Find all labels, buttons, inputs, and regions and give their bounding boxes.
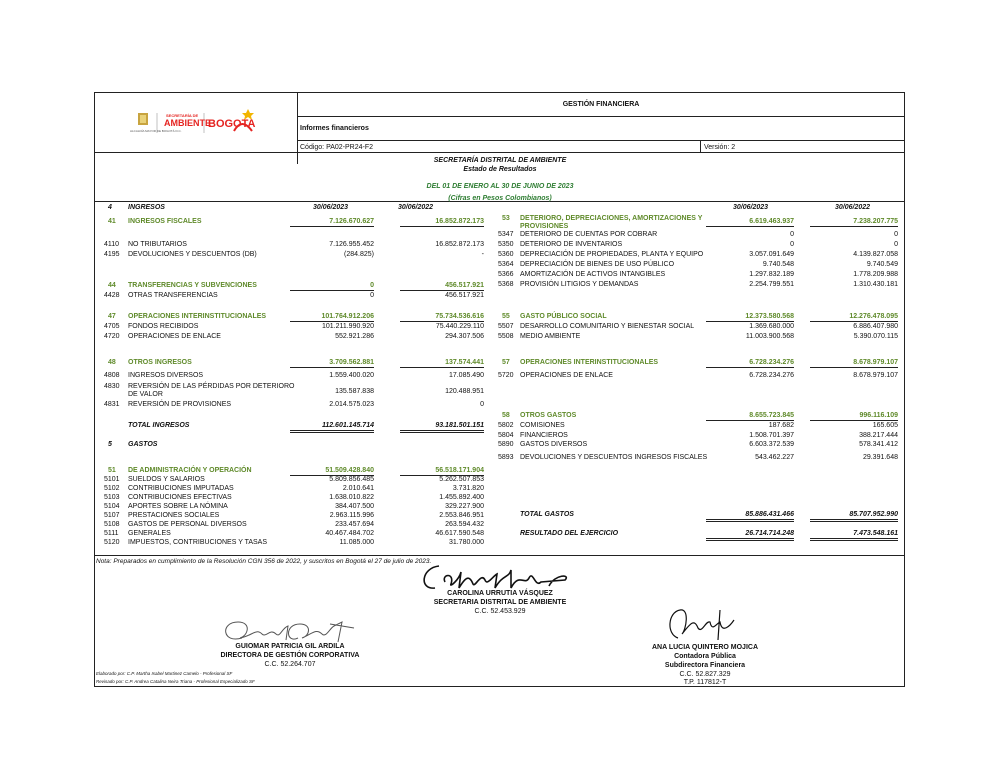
logo-bogota-text: BOGOTA — [208, 118, 256, 130]
signer-3-id: C.C. 52.827.329 — [679, 671, 731, 678]
left-row-value-current: 5.809.856.485 — [329, 476, 374, 483]
left-row-value-previous: 0 — [480, 401, 484, 408]
left-row-value-current: 51.509.428.840 — [290, 466, 374, 476]
left-row-value-previous: 456.517.921 — [445, 292, 484, 299]
signer-2-name: GUIOMAR PATRICIA GIL ARDILA — [235, 643, 345, 650]
right-row-value-current: 543.462.227 — [755, 454, 794, 461]
right-row-value-current: 187.682 — [768, 422, 794, 429]
left-row-value-previous: 46.617.590.548 — [435, 530, 484, 537]
left-row-label: FONDOS RECIBIDOS — [128, 323, 199, 330]
right-row-code: 5507 — [498, 323, 514, 330]
left-row-value-previous: 120.488.951 — [445, 388, 484, 395]
right-row-value-current: 6.603.372.539 — [749, 441, 794, 448]
signer-1-name: CAROLINA URRUTIA VÁSQUEZ — [447, 590, 553, 597]
footer-note: Nota: Preparados en cumplimiento de la Resolución CGN 356 de 2022, y suscritos en Bogotá el 27 de julio de 2023. — [96, 558, 432, 565]
left-row-code: 44 — [108, 282, 116, 289]
signer-1-role: SECRETARIA DISTRITAL DE AMBIENTE — [433, 599, 567, 606]
right-row-label: GASTO PÚBLICO SOCIAL — [520, 313, 607, 320]
left-row-label: INGRESOS FISCALES — [128, 218, 202, 225]
right-row-value-current: 12.373.580.568 — [706, 312, 794, 322]
left-row-value-current: 3.709.562.881 — [290, 358, 374, 368]
right-row-value-previous: 12.276.478.095 — [810, 312, 898, 322]
report-period: DEL 01 DE ENERO AL 30 DE JUNIO DE 2023 — [426, 183, 574, 190]
left-row-label: TOTAL INGRESOS — [128, 422, 190, 429]
right-row-value-previous: 578.341.412 — [859, 441, 898, 448]
right-row-value-current: 1.508.701.397 — [749, 432, 794, 439]
right-row-value-current: 9.740.548 — [762, 261, 794, 268]
right-row-label: OPERACIONES DE ENLACE — [520, 372, 613, 379]
left-row-value-previous: 456.517.921 — [400, 281, 484, 291]
left-row-value-previous: 56.518.171.904 — [400, 466, 484, 476]
right-row-value-previous: 388.217.444 — [859, 432, 898, 439]
left-row-code: 5102 — [104, 485, 120, 492]
left-row-value-current: 384.407.500 — [335, 503, 374, 510]
right-row-value-previous: 8.678.979.107 — [810, 358, 898, 368]
right-row-value-current: 11.003.900.568 — [745, 333, 794, 340]
right-row-value-current: 3.057.091.649 — [749, 251, 794, 258]
right-row-label: DETERIORO DE CUENTAS POR COBRAR — [520, 231, 658, 238]
signer-1-id: C.C. 52.453.929 — [474, 608, 526, 615]
right-row-label: TOTAL GASTOS — [520, 511, 574, 518]
left-row-label: IMPUESTOS, CONTRIBUCIONES Y TASAS — [128, 539, 267, 546]
right-row-label: AMORTIZACIÓN DE ACTIVOS INTANGIBLES — [520, 271, 666, 278]
left-row-value-previous: - — [481, 251, 484, 258]
ingresos-heading: INGRESOS — [128, 204, 165, 211]
right-row-code: 5347 — [498, 231, 514, 238]
left-row-code: 48 — [108, 359, 116, 366]
right-row-value-current: 6.728.234.276 — [749, 372, 794, 379]
signature-quintero — [660, 604, 750, 644]
right-row-code: 53 — [502, 215, 510, 222]
left-row-value-current: 0 — [370, 292, 374, 299]
right-row-value-previous: 0 — [894, 231, 898, 238]
left-row-code: 4110 — [104, 241, 120, 248]
right-row-label: MEDIO AMBIENTE — [520, 333, 581, 340]
left-row-label: OPERACIONES INTERINSTITUCIONALES — [128, 313, 267, 320]
header-rule — [94, 152, 905, 153]
right-col-header-2022: 30/06/2022 — [835, 204, 871, 211]
left-row-label: TRANSFERENCIAS Y SUBVENCIONES — [128, 282, 257, 289]
right-row-value-previous: 165.605 — [872, 422, 898, 429]
right-row-value-current: 6.619.463.937 — [706, 217, 794, 227]
document-subtitle: Informes financieros — [300, 125, 369, 132]
prepared-by: Elaborado por: C.P. Martha Isabel Martinez Camelo - Profesional SF — [96, 671, 233, 676]
document-version: Versión: 2 — [704, 144, 736, 151]
right-row-value-current: 6.728.234.276 — [706, 358, 794, 368]
left-row-code: 4720 — [104, 333, 120, 340]
left-row-code: 5101 — [104, 476, 120, 483]
left-row-code: 5104 — [104, 503, 120, 510]
signer-2-role: DIRECTORA DE GESTIÓN CORPORATIVA — [220, 652, 360, 659]
left-row-label: OTROS INGRESOS — [128, 359, 192, 366]
footer-rule — [94, 555, 905, 556]
right-row-label: OTROS GASTOS — [520, 412, 577, 419]
right-row-code: 5366 — [498, 271, 514, 278]
left-row-value-previous: 2.553.846.951 — [439, 512, 484, 519]
left-row-value-previous: 5.262.507.853 — [439, 476, 484, 483]
left-row-value-previous: 75.734.536.616 — [400, 312, 484, 322]
right-row-code: 55 — [502, 313, 510, 320]
right-row-code: 5893 — [498, 454, 514, 461]
left-row-code: 4705 — [104, 323, 120, 330]
left-row-value-previous: 17.085.490 — [448, 372, 484, 379]
right-row-value-previous: 4.139.827.058 — [853, 251, 898, 258]
left-row-value-previous: 93.181.501.151 — [400, 421, 484, 433]
right-row-value-current: 1.369.680.000 — [749, 323, 794, 330]
logo-small-text: ALCALDÍA MAYOR DE BOGOTÁ D.C. — [130, 129, 182, 133]
right-row-code: 5350 — [498, 241, 514, 248]
signer-3-role: Contadora Pública — [674, 653, 736, 660]
right-row-value-current: 0 — [790, 241, 794, 248]
left-row-value-current: 135.587.838 — [335, 388, 374, 395]
left-row-value-current: 11.085.000 — [339, 539, 374, 546]
right-row-label: COMISIONES — [520, 422, 565, 429]
left-row-value-current: 0 — [290, 281, 374, 291]
left-col-header-2022: 30/06/2022 — [398, 204, 434, 211]
left-row-value-previous: 137.574.441 — [400, 358, 484, 368]
right-row-code: 5360 — [498, 251, 514, 258]
institution-logo — [130, 107, 260, 143]
right-row-value-current: 26.714.714.248 — [706, 529, 794, 541]
right-row-code: 5364 — [498, 261, 514, 268]
left-row-code: 5107 — [104, 512, 120, 519]
signer-2-id: C.C. 52.264.707 — [264, 661, 316, 668]
right-row-code: 58 — [502, 412, 510, 419]
left-row-label: NO TRIBUTARIOS — [128, 241, 187, 248]
right-row-code: 5802 — [498, 422, 514, 429]
left-row-code: 4830 — [104, 383, 120, 390]
right-row-value-current: 2.254.799.551 — [749, 281, 794, 288]
left-row-code: 5103 — [104, 494, 120, 501]
right-row-label: DEPRECIACIÓN DE BIENES DE USO PÚBLICO — [520, 261, 675, 268]
right-row-value-previous: 8.678.979.107 — [853, 372, 898, 379]
left-row-value-previous: 294.307.506 — [445, 333, 484, 340]
left-row-value-previous: 75.440.229.110 — [435, 323, 484, 330]
left-row-code: 5120 — [104, 539, 120, 546]
left-row-label: REVERSIÓN DE PROVISIONES — [128, 401, 232, 408]
left-row-label: REVERSIÓN DE LAS PÉRDIDAS POR DETERIORO — [128, 383, 295, 390]
right-row-value-previous: 996.116.109 — [810, 411, 898, 421]
ingresos-code: 4 — [108, 204, 112, 211]
left-row-value-previous: 16.852.872.173 — [400, 217, 484, 227]
left-row-value-current: 112.601.145.714 — [290, 421, 374, 433]
right-row-code: 5890 — [498, 441, 514, 448]
right-col-header-2023: 30/06/2023 — [733, 204, 769, 211]
report-name: Estado de Resultados — [463, 166, 537, 173]
left-row-value-current: 2.963.115.996 — [329, 512, 374, 519]
right-row-value-previous: 6.886.407.980 — [853, 323, 898, 330]
left-row-label: CONTRIBUCIONES IMPUTADAS — [128, 485, 234, 492]
left-row-value-current: 7.126.670.627 — [290, 217, 374, 227]
right-row-label: DEPRECIACIÓN DE PROPIEDADES, PLANTA Y EQUIPO — [520, 251, 704, 258]
left-row-label: SUELDOS Y SALARIOS — [128, 476, 205, 483]
right-row-value-previous: 9.740.549 — [866, 261, 898, 268]
left-row-value-current: (284.825) — [344, 251, 374, 258]
left-row-value-current: 2.014.575.023 — [329, 401, 374, 408]
left-row-label: CONTRIBUCIONES EFECTIVAS — [128, 494, 232, 501]
signer-3-tp: T.P. 117812-T — [683, 679, 727, 686]
left-row-label: INGRESOS DIVERSOS — [128, 372, 204, 379]
header-rule — [297, 116, 905, 117]
page-title: GESTIÓN FINANCIERA — [562, 101, 640, 108]
left-row-value-previous: 263.594.432 — [445, 521, 484, 528]
right-row-label: OPERACIONES INTERINSTITUCIONALES — [520, 359, 659, 366]
left-row-code: 4808 — [104, 372, 120, 379]
right-row-value-previous: 5.390.070.115 — [853, 333, 898, 340]
right-row-value-current: 8.655.723.845 — [706, 411, 794, 421]
right-row-label: DESARROLLO COMUNITARIO Y BIENESTAR SOCIAL — [520, 323, 695, 330]
left-row-code: 5 — [108, 441, 112, 448]
right-row-value-previous: 0 — [894, 241, 898, 248]
right-row-label: RESULTADO DEL EJERCICIO — [520, 530, 619, 537]
left-row-value-previous: 31.780.000 — [448, 539, 484, 546]
left-row-value-current: 552.921.286 — [335, 333, 374, 340]
left-row-code: 4831 — [104, 401, 120, 408]
signer-3-role2: Subdirectora Financiera — [664, 662, 746, 669]
signer-3-name: ANA LUCIA QUINTERO MOJICA — [651, 644, 759, 651]
right-row-value-previous: 1.778.209.988 — [853, 271, 898, 278]
left-row-value-current: 101.764.912.206 — [290, 312, 374, 322]
left-row-code: 51 — [108, 467, 116, 474]
left-row-code: 5111 — [104, 530, 119, 537]
right-row-value-previous: 7.238.207.775 — [810, 217, 898, 227]
right-row-label: PROVISIÓN LITIGIOS Y DEMANDAS — [520, 281, 639, 288]
left-row-label: GASTOS — [128, 441, 158, 448]
left-row-value-previous: 3.731.820 — [452, 485, 484, 492]
left-row-label: OTRAS TRANSFERENCIAS — [128, 292, 218, 299]
header-rule — [297, 140, 905, 141]
left-row-code: 47 — [108, 313, 116, 320]
right-row-code: 5720 — [498, 372, 514, 379]
right-row-value-previous: 1.310.430.181 — [853, 281, 898, 288]
left-row-code: 5108 — [104, 521, 120, 528]
right-row-value-current: 1.297.832.189 — [749, 271, 794, 278]
right-row-label: GASTOS DIVERSOS — [520, 441, 588, 448]
right-row-code: 5508 — [498, 333, 514, 340]
right-row-value-previous: 29.391.648 — [862, 454, 898, 461]
right-row-code: 57 — [502, 359, 510, 366]
document-code: Código: PA02-PR24-F2 — [300, 144, 374, 151]
left-row-code: 4195 — [104, 251, 120, 258]
logo-secretaria-text: SECRETARÍA DE — [166, 113, 199, 118]
left-row-label-cont: DE VALOR — [128, 391, 163, 398]
left-row-value-current: 1.638.010.822 — [329, 494, 374, 501]
entity-name: SECRETARÍA DISTRITAL DE AMBIENTE — [433, 157, 567, 164]
left-row-label: OPERACIONES DE ENLACE — [128, 333, 221, 340]
logo-ambiente-text: AMBIENTE — [164, 118, 211, 128]
left-row-value-previous: 1.455.892.400 — [439, 494, 484, 501]
right-row-label-cont: PROVISIONES — [520, 223, 569, 230]
left-row-label: DE ADMINISTRACIÓN Y OPERACIÓN — [128, 467, 252, 474]
right-row-label: DETERIORO, DEPRECIACIONES, AMORTIZACIONES Y — [520, 215, 703, 222]
left-row-value-current: 40.467.484.702 — [325, 530, 374, 537]
left-row-value-current: 7.126.955.452 — [329, 241, 374, 248]
header-divider-version — [700, 140, 701, 152]
left-row-label: PRESTACIONES SOCIALES — [128, 512, 220, 519]
left-row-value-current: 2.010.641 — [342, 485, 374, 492]
left-col-header-2023: 30/06/2023 — [313, 204, 349, 211]
left-row-value-previous: 329.227.900 — [445, 503, 484, 510]
left-row-label: GASTOS DE PERSONAL DIVERSOS — [128, 521, 247, 528]
right-row-value-current: 85.886.431.466 — [706, 510, 794, 522]
left-row-value-previous: 16.852.872.173 — [435, 241, 484, 248]
left-row-label: GENERALES — [128, 530, 171, 537]
left-row-value-current: 101.211.990.920 — [321, 323, 374, 330]
left-row-code: 41 — [108, 218, 116, 225]
right-row-value-previous: 85.707.952.990 — [810, 510, 898, 522]
right-row-label: DETERIORO DE INVENTARIOS — [520, 241, 623, 248]
left-row-label: APORTES SOBRE LA NÓMINA — [128, 503, 228, 510]
right-row-label: FINANCIEROS — [520, 432, 568, 439]
report-units: (Cifras en Pesos Colombianos) — [448, 195, 552, 202]
reviewed-by: Revisado por: C.P. Andrea Catalina Neira Triana - Profesional Especializado SF — [96, 679, 255, 684]
right-row-value-current: 0 — [790, 231, 794, 238]
right-row-label: DEVOLUCIONES Y DESCUENTOS INGRESOS FISCALES — [520, 454, 708, 461]
right-row-code: 5804 — [498, 432, 514, 439]
left-row-value-current: 233.457.694 — [335, 521, 374, 528]
left-row-code: 4428 — [104, 292, 120, 299]
right-row-value-previous: 7.473.548.161 — [810, 529, 898, 541]
left-row-value-current: 1.559.400.020 — [329, 372, 374, 379]
right-row-code: 5368 — [498, 281, 514, 288]
left-row-label: DEVOLUCIONES Y DESCUENTOS (DB) — [128, 251, 257, 258]
